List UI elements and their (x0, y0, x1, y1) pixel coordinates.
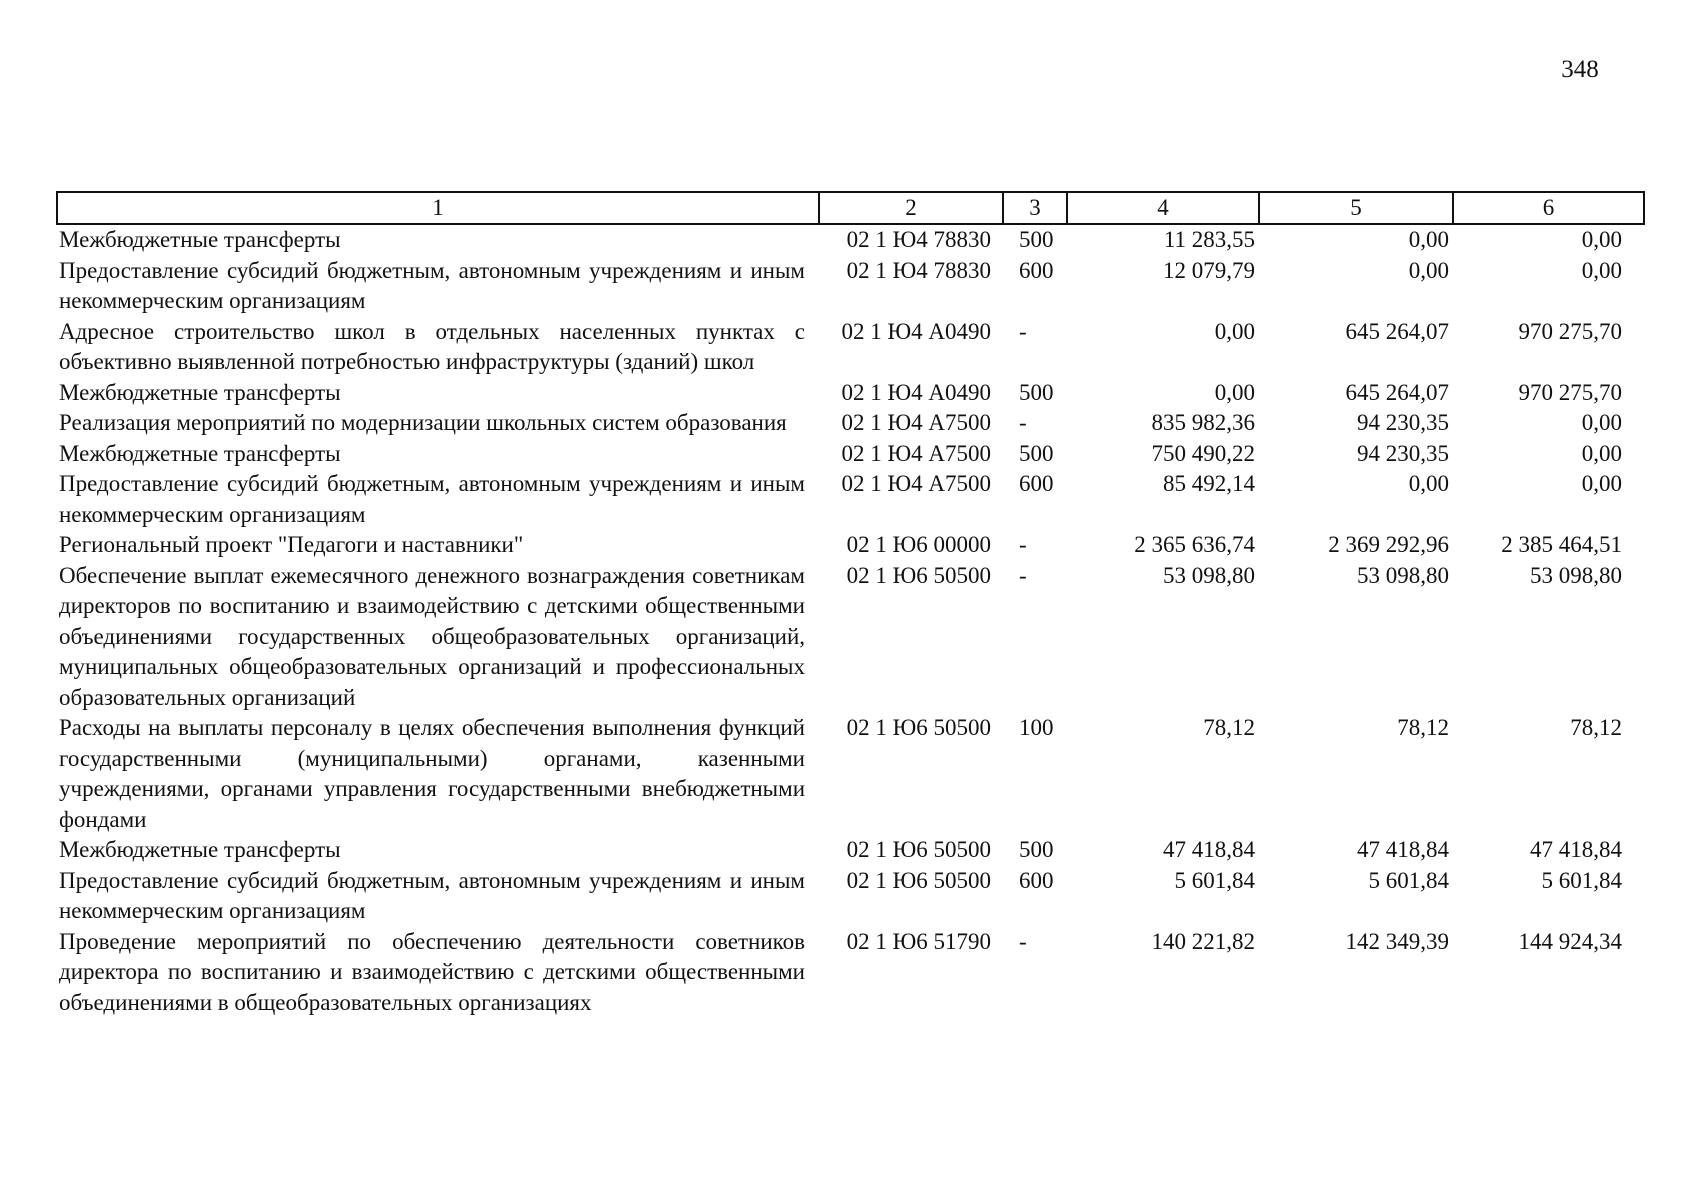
header-col-5: 5 (1259, 192, 1453, 224)
cell-code: 02 1 Ю4 А0490 (841, 318, 991, 344)
cell-amount-5: 78,12 (1397, 715, 1449, 740)
cell-name: Региональный проект "Педагоги и наставники" (59, 532, 524, 557)
header-col-3: 3 (1003, 192, 1067, 224)
cell-amount-6: 0,00 (1581, 440, 1622, 466)
cell-name: Обеспечение выплат ежемесячного денежного вознаграждения советникам директоров по воспитанию и взаимодействию с детскими общественными объединениями государственных общеобразовательных организаций, муниципальных общеобразовательных организаций и профессиональных образовательных организаций (59, 562, 805, 710)
cell-name: Предоставление субсидий бюджетным, автономным учреждениям и иным некоммерческим организациям (59, 867, 805, 923)
table-row (57, 835, 1644, 866)
table-row (57, 408, 1644, 439)
cell-amount-5: 94 230,35 (1357, 440, 1449, 466)
table-body (57, 224, 1644, 1018)
cell-code: 02 1 Ю4 78830 (846, 257, 991, 283)
cell-amount-6: 47 418,84 (1530, 837, 1622, 862)
cell-amount-4: 835 982,36 (1151, 410, 1255, 435)
cell-code: 02 1 Ю4 А0490 (841, 379, 991, 405)
cell-amount-5: 645 264,07 (1345, 379, 1449, 405)
table-row (57, 439, 1644, 470)
header-col-1: 1 (57, 192, 819, 224)
cell-name: Межбюджетные трансферты (59, 227, 341, 252)
cell-code: 02 1 Ю6 00000 (846, 532, 991, 557)
table-row (57, 469, 1644, 530)
cell-amount-6: 0,00 (1581, 257, 1622, 283)
table-header (57, 192, 1644, 224)
cell-amount-6: 970 275,70 (1518, 379, 1622, 405)
cell-amount-4: 53 098,80 (1163, 562, 1255, 588)
cell-name: Проведение мероприятий по обеспечению деятельности советников директора по воспитанию и взаимодействию с детскими общественными объединениями в общеобразовательных организациях (59, 928, 805, 1015)
cell-expense-type: 600 (1019, 867, 1054, 893)
cell-expense-type: - (1019, 318, 1027, 344)
cell-amount-4: 47 418,84 (1163, 837, 1255, 862)
cell-amount-5: 142 349,39 (1345, 928, 1449, 954)
cell-code: 02 1 Ю6 50500 (846, 867, 991, 893)
cell-expense-type: 600 (1019, 257, 1054, 283)
cell-name: Реализация мероприятий по модернизации школьных систем образования (59, 410, 787, 435)
cell-name: Межбюджетные трансферты (59, 837, 341, 862)
cell-amount-5: 0,00 (1408, 257, 1449, 283)
cell-amount-5: 53 098,80 (1357, 562, 1449, 588)
cell-amount-4: 11 283,55 (1163, 227, 1255, 252)
cell-amount-5: 0,00 (1408, 227, 1449, 252)
cell-amount-5: 94 230,35 (1357, 410, 1449, 435)
cell-amount-4: 140 221,82 (1151, 928, 1255, 954)
table-row (57, 256, 1644, 317)
cell-amount-4: 750 490,22 (1151, 440, 1255, 466)
table-row (57, 530, 1644, 561)
cell-amount-6: 970 275,70 (1518, 318, 1622, 344)
cell-expense-type: 500 (1019, 837, 1054, 862)
cell-amount-5: 645 264,07 (1345, 318, 1449, 344)
cell-amount-6: 0,00 (1581, 471, 1622, 496)
cell-code: 02 1 Ю4 А7500 (841, 471, 991, 496)
cell-expense-type: 500 (1019, 227, 1054, 252)
cell-amount-4: 0,00 (1214, 318, 1255, 344)
cell-amount-6: 144 924,34 (1518, 928, 1622, 954)
table-row (57, 317, 1644, 378)
cell-expense-type: - (1019, 562, 1027, 588)
table-row (57, 866, 1644, 927)
cell-amount-6: 2 385 464,51 (1501, 532, 1622, 557)
cell-name: Межбюджетные трансферты (59, 379, 341, 405)
cell-code: 02 1 Ю6 50500 (846, 562, 991, 588)
cell-amount-4: 0,00 (1214, 379, 1255, 405)
cell-code: 02 1 Ю4 78830 (846, 227, 991, 252)
table-row (57, 561, 1644, 714)
table-row (57, 713, 1644, 835)
cell-amount-4: 85 492,14 (1163, 471, 1255, 496)
cell-code: 02 1 Ю4 А7500 (841, 440, 991, 466)
header-col-6: 6 (1453, 192, 1644, 224)
cell-code: 02 1 Ю6 50500 (846, 837, 991, 862)
cell-amount-6: 78,12 (1570, 715, 1622, 740)
header-row (57, 192, 1644, 224)
cell-expense-type: - (1019, 928, 1027, 954)
cell-amount-5: 2 369 292,96 (1328, 532, 1449, 557)
header-col-4: 4 (1067, 192, 1259, 224)
cell-amount-6: 0,00 (1581, 410, 1622, 435)
cell-name: Адресное строительство школ в отдельных населенных пунктах с объективно выявленной потребностью инфраструктуры (зданий) школ (59, 318, 805, 374)
page-number: 348 (1561, 56, 1599, 83)
cell-code: 02 1 Ю6 50500 (846, 715, 991, 740)
cell-expense-type: 600 (1019, 471, 1054, 496)
cell-amount-4: 5 601,84 (1174, 867, 1255, 893)
cell-amount-6: 0,00 (1581, 227, 1622, 252)
cell-amount-6: 53 098,80 (1530, 562, 1622, 588)
cell-expense-type: 500 (1019, 440, 1054, 466)
cell-amount-4: 12 079,79 (1163, 257, 1255, 283)
cell-name: Предоставление субсидий бюджетным, автономным учреждениям и иным некоммерческим организациям (59, 471, 805, 527)
cell-code: 02 1 Ю6 51790 (846, 928, 991, 954)
cell-code: 02 1 Ю4 А7500 (841, 410, 991, 435)
cell-amount-5: 47 418,84 (1357, 837, 1449, 862)
cell-expense-type: 100 (1019, 715, 1054, 740)
cell-expense-type: 500 (1019, 379, 1054, 405)
cell-amount-5: 5 601,84 (1368, 867, 1449, 893)
budget-table (56, 191, 1645, 1018)
cell-amount-5: 0,00 (1408, 471, 1449, 496)
cell-amount-6: 5 601,84 (1541, 867, 1622, 893)
cell-amount-4: 78,12 (1203, 715, 1255, 740)
table-row (57, 378, 1644, 409)
table-row (57, 927, 1644, 1019)
cell-name: Предоставление субсидий бюджетным, автономным учреждениям и иным некоммерческим организациям (59, 257, 805, 313)
cell-name: Расходы на выплаты персоналу в целях обеспечения выполнения функций государственными (муниципальными) органами, казенными учреждениями, органами управления государственными внебюджетными фондами (59, 715, 805, 832)
cell-name: Межбюджетные трансферты (59, 440, 341, 466)
cell-amount-4: 2 365 636,74 (1134, 532, 1255, 557)
header-col-2: 2 (819, 192, 1003, 224)
cell-expense-type: - (1019, 532, 1027, 557)
cell-expense-type: - (1019, 410, 1027, 435)
table-row (57, 224, 1644, 256)
